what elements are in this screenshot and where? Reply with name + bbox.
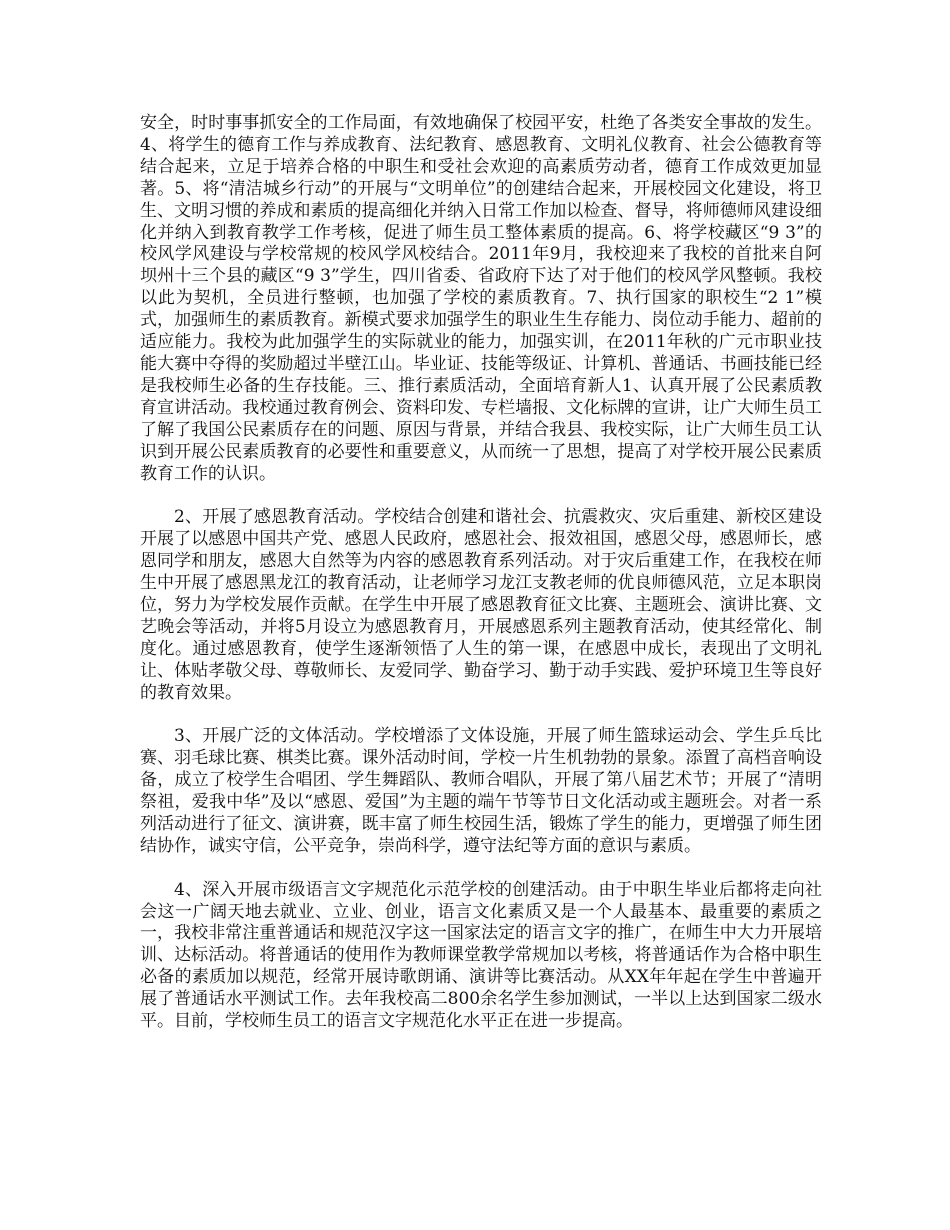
paragraph-3: 3、开展广泛的文体活动。学校增添了文体设施，开展了师生篮球运动会、学生乒乓比赛、羽毛球比赛、棋类比赛。课外活动时间，学校一片生机勃勃的景象。添置了高档音响设备，成立了校学生合唱团、学生舞蹈队、教师合唱队，开展了第八届艺术节；开展了“清明祭祖，爱我中华”及以“感恩、爱国”为主题的端午节等节日文化活动或主题班会。对者一系列活动进行了征文、演讲赛，既丰富了师生校园生活，锻炼了学生的能力，更增强了师生团结协作，诚实守信，公平竞争，崇尚科学，遵守法纪等方面的意识与素质。 [140, 726, 822, 856]
paragraph-2: 2、开展了感恩教育活动。学校结合创建和谐社会、抗震救灾、灾后重建、新校区建设开展了以感恩中国共产党、感恩人民政府，感恩社会、报效祖国，感恩父母，感恩师长，感恩同学和朋友，感恩大自然等为内容的感恩教育系列活动。对于灾后重建工作，在我校在师生中开展了感恩黑龙江的教育活动，让老师学习龙江支教老师的优良师德风范，立足本职岗位，努力为学校发展作贡献。在学生中开展了感恩教育征文比赛、主题班会、演讲比赛、文艺晚会等活动，并将5月设立为感恩教育月，开展感恩系列主题教育活动，使其经常化、制度化。通过感恩教育，使学生逐渐领悟了人生的第一课，在感恩中成长，表现出了文明礼让、体贴孝敬父母、尊敬师长、友爱同学、勤奋学习、勤于动手实践、爱护环境卫生等良好的教育效果。 [140, 507, 822, 703]
document-body [140, 113, 822, 1033]
paragraph-1: 安全，时时事事抓安全的工作局面，有效地确保了校园平安，杜绝了各类安全事故的发生。4、将学生的德育工作与养成教育、法纪教育、感恩教育、文明礼仪教育、社会公德教育等结合起来，立足于培养合格的中职生和受社会欢迎的高素质劳动者，德育工作成效更加显著。5、将“清洁城乡行动”的开展与“文明单位”的创建结合起来，开展校园文化建设，将卫生、文明习惯的养成和素质的提高细化并纳入日常工作加以检查、督导，将师德师风建设细化并纳入到教育教学工作考核，促进了师生员工整体素质的提高。6、将学校藏区“9 3”的校风学风建设与学校常规的校风学风校结合。2011年9月，我校迎来了我校的首批来自阿坝州十三个县的藏区“9 3”学生，四川省委、省政府下达了对于他们的校风学风整顿。我校以此为契机，全员进行整顿，也加强了学校的素质教育。7、执行国家的职校生“2 1”模式，加强师生的素质教育。新模式要求加强学生的职业生生存能力、岗位动手能力、超前的适应能力。我校为此加强学生的实际就业的能力，加强实训，在2011年秋的广元市职业技能大赛中夺得的奖励超过半壁江山。毕业证、技能等级证、计算机、普通话、书画技能已经是我校师生必备的生存技能。三、推行素质活动，全面培育新人1、认真开展了公民素质教育宣讲活动。我校通过教育例会、资料印发、专栏墙报、文化标牌的宣讲，让广大师生员工了解了我国公民素质存在的问题、原因与背景，并结合我县、我校实际，让广大师生员工认识到开展公民素质教育的必要性和重要意义，从而统一了思想，提高了对学校开展公民素质教育工作的认识。 [140, 113, 822, 484]
paragraph-4: 4、深入开展市级语言文字规范化示范学校的创建活动。由于中职生毕业后都将走向社会这一广阔天地去就业、立业、创业，语言文化素质又是一个人最基本、最重要的素质之一，我校非常注重普通话和规范汉字这一国家法定的语言文字的推广，在师生中大力开展培训、达标活动。将普通话的使用作为教师课堂教学常规加以考核，将普通话作为合格中职生必备的素质加以规范，经常开展诗歌朗诵、演讲等比赛活动。从XX年年起在学生中普遍开展了普通话水平测试工作。去年我校高二800余名学生参加测试，一半以上达到国家二级水平。目前，学校师生员工的语言文字规范化水平正在进一步提高。 [140, 879, 822, 1032]
